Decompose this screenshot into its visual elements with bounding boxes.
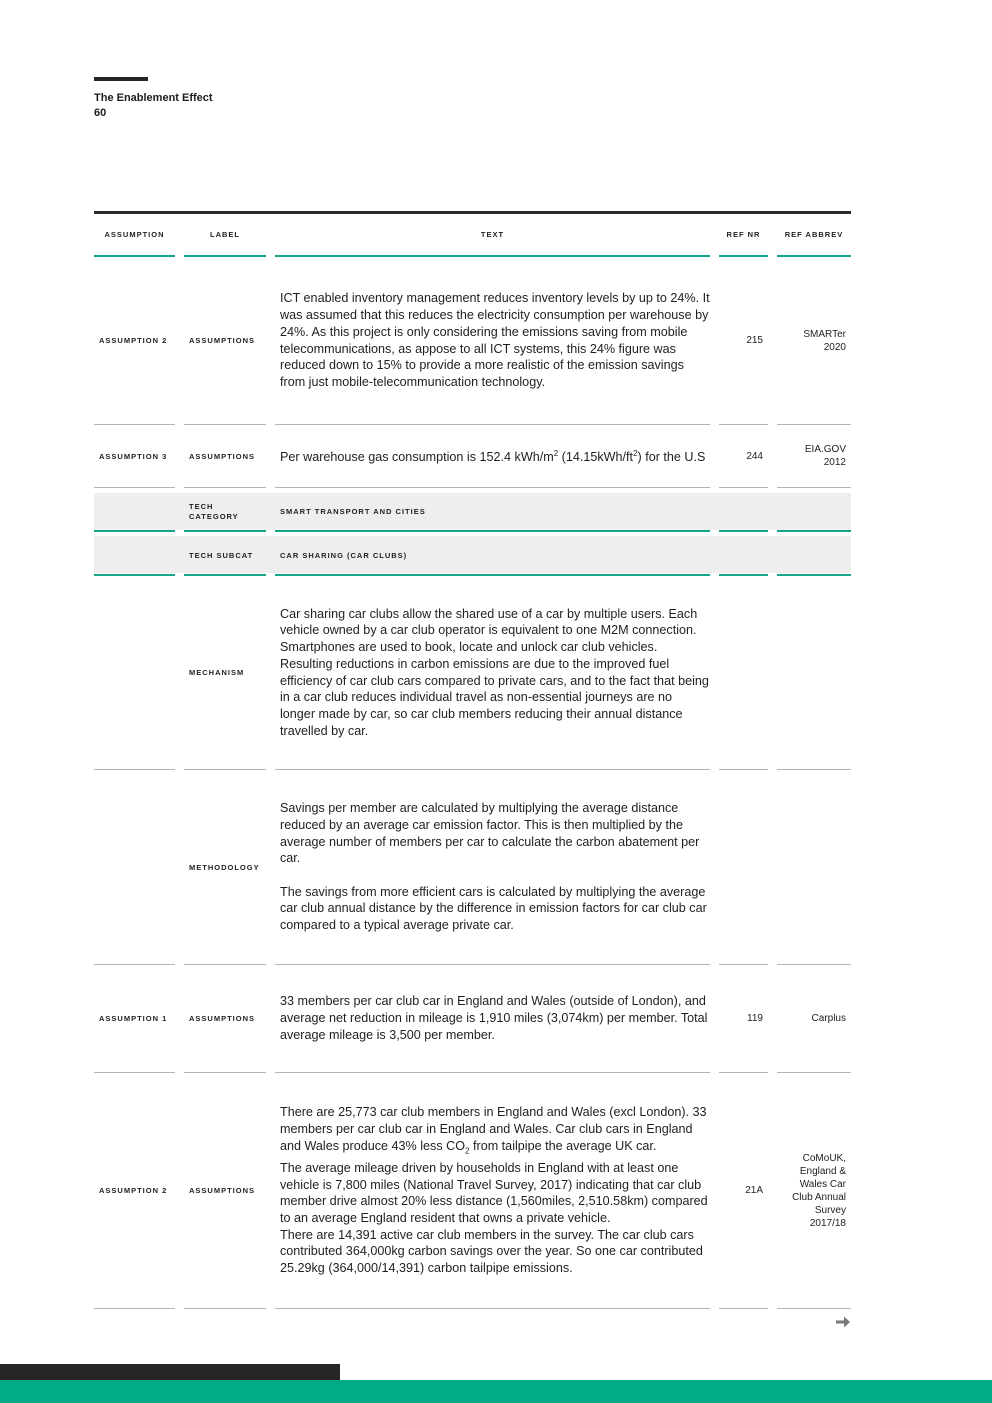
- text-cell: Car sharing car clubs allow the shared use of a car by multiple users. Each vehicle owned by a car club operator is equivalent to one M2M connection. Smartphones are used to book, locate and unlock car club vehicles. Resulting reductions in carbon emissions are due to the improved fuel efficiency of car club cars compared to private cars, and to the fact that being in a car club reduces individual travel as non-essential journeys are no longer made by car, so car club members reducing their annual distance travelled by car.: [275, 576, 710, 770]
- ref-nr-cell: 215: [719, 257, 768, 425]
- ref-abbrev-cell: [777, 493, 851, 532]
- ref-nr-cell: 21A: [719, 1073, 768, 1309]
- label-cell: ASSUMPTIONS: [184, 1073, 266, 1309]
- methodology-paragraph-1: Savings per member are calculated by multiplying the average distance reduced by an average car emission factor. This is then multiplied by the average number of members per car to calculate the carbon abatement per car.: [280, 801, 700, 866]
- assumption-cell: ASSUMPTION 1: [94, 965, 175, 1073]
- assumption-cell: ASSUMPTION 2: [94, 257, 175, 425]
- text-cell: [275, 770, 710, 965]
- arrow-right-icon[interactable]: [834, 1313, 852, 1331]
- tech-category-row: [94, 493, 851, 532]
- ref-abbrev-cell: [777, 576, 851, 770]
- text-cell: ICT enabled inventory management reduces inventory levels by up to 24%. It was assumed that this reduces the electricity consumption per warehouse by 24%. As this project is only considering the emissions saving from mobile telecommunications, as appose to all ICT systems, this 24% figure was reduced down to 15% to provide a more realistic of the emission savings from just mobile-telecommunication technology.: [275, 257, 710, 425]
- column-header-text: TEXT: [275, 214, 710, 257]
- table-row: [94, 1073, 851, 1309]
- label-cell: TECH CATEGORY: [184, 493, 266, 532]
- ref-nr-cell: [719, 770, 768, 965]
- label-cell: ASSUMPTIONS: [184, 257, 266, 425]
- assumption-cell: [94, 576, 175, 770]
- assumption-cell: [94, 493, 175, 532]
- ref-abbrev-cell: EIA.GOV 2012: [777, 425, 851, 488]
- text-cell: Per warehouse gas consumption is 152.4 kWh/$m^2$ $(14.15kWh/ft^2)$ for the U.S: [275, 425, 710, 488]
- footer-dark-bar: [0, 1364, 340, 1380]
- tech-subcat-row: [94, 536, 851, 576]
- table-row: [94, 965, 851, 1073]
- ref-nr-cell: [719, 536, 768, 576]
- header-rule: [94, 77, 148, 81]
- text-cell: 33 members per car club car in England and Wales (outside of London), and average net reduction in mileage is 1,910 miles (3,074km) per member. Total average mileage is 3,500 per member.: [275, 965, 710, 1073]
- ref-nr-cell: 119: [719, 965, 768, 1073]
- column-header-label: LABEL: [184, 214, 266, 257]
- methodology-row: [94, 770, 851, 965]
- document-title: The Enablement Effect: [94, 92, 213, 104]
- ref-abbrev-cell: CoMoUK, England & Wales Car Club Annual Survey 2017/18: [777, 1073, 851, 1309]
- ref-nr-cell: [719, 576, 768, 770]
- ref-abbrev-cell: SMARTer 2020: [777, 257, 851, 425]
- table-row: [94, 425, 851, 488]
- ref-abbrev-cell: Carplus: [777, 965, 851, 1073]
- column-header-ref-nr: REF NR: [719, 214, 768, 257]
- ref-abbrev-cell: [777, 770, 851, 965]
- label-cell: ASSUMPTIONS: [184, 425, 266, 488]
- methodology-paragraph-2: The savings from more efficient cars is calculated by multiplying the average car club annual distance by the difference in emission factors for car club car compared to a typical average private car.: [280, 884, 707, 933]
- ref-nr-cell: 244: [719, 425, 768, 488]
- text-cell: CAR SHARING (CAR CLUBS): [275, 536, 710, 576]
- text-cell: There are 25,773 car club members in England and Wales (excl London). 33 members per car club car in England and Wales. Car club cars in England and Wales produce 43% less $CO_2$ from tailpipe the average UK car. The average mileage driven by households in England with at least one vehicle is 7,800 miles (National Travel Survey, 2017) indicating that car club member drive almost 20% less distance (1,560miles, 2,510.58km) compared to an average England resident that owns a private vehicle. There are 14,391 active car club members in the survey. The car club cars contributed 364,000kg carbon savings over the year. So one car contributed 25.29kg (364,000/14,391) carbon tailpipe emissions.: [275, 1073, 710, 1309]
- label-cell: ASSUMPTIONS: [184, 965, 266, 1073]
- label-cell: TECH SUBCAT: [184, 536, 266, 576]
- table-row: [94, 257, 851, 425]
- table-header-row: [94, 214, 851, 257]
- assumption-cell: [94, 770, 175, 965]
- label-cell: METHODOLOGY: [184, 770, 266, 965]
- page-number: 60: [94, 107, 107, 119]
- column-header-assumption: ASSUMPTION: [94, 214, 175, 257]
- ref-abbrev-cell: [777, 536, 851, 576]
- assumption-cell: [94, 536, 175, 576]
- column-header-ref-abbrev: REF ABBREV: [777, 214, 851, 257]
- text-cell: SMART TRANSPORT AND CITIES: [275, 493, 710, 532]
- assumption-cell: ASSUMPTION 3: [94, 425, 175, 488]
- footer-teal-bar: [0, 1380, 992, 1403]
- assumption-cell: ASSUMPTION 2: [94, 1073, 175, 1309]
- label-cell: MECHANISM: [184, 576, 266, 770]
- mechanism-row: [94, 576, 851, 770]
- ref-nr-cell: [719, 493, 768, 532]
